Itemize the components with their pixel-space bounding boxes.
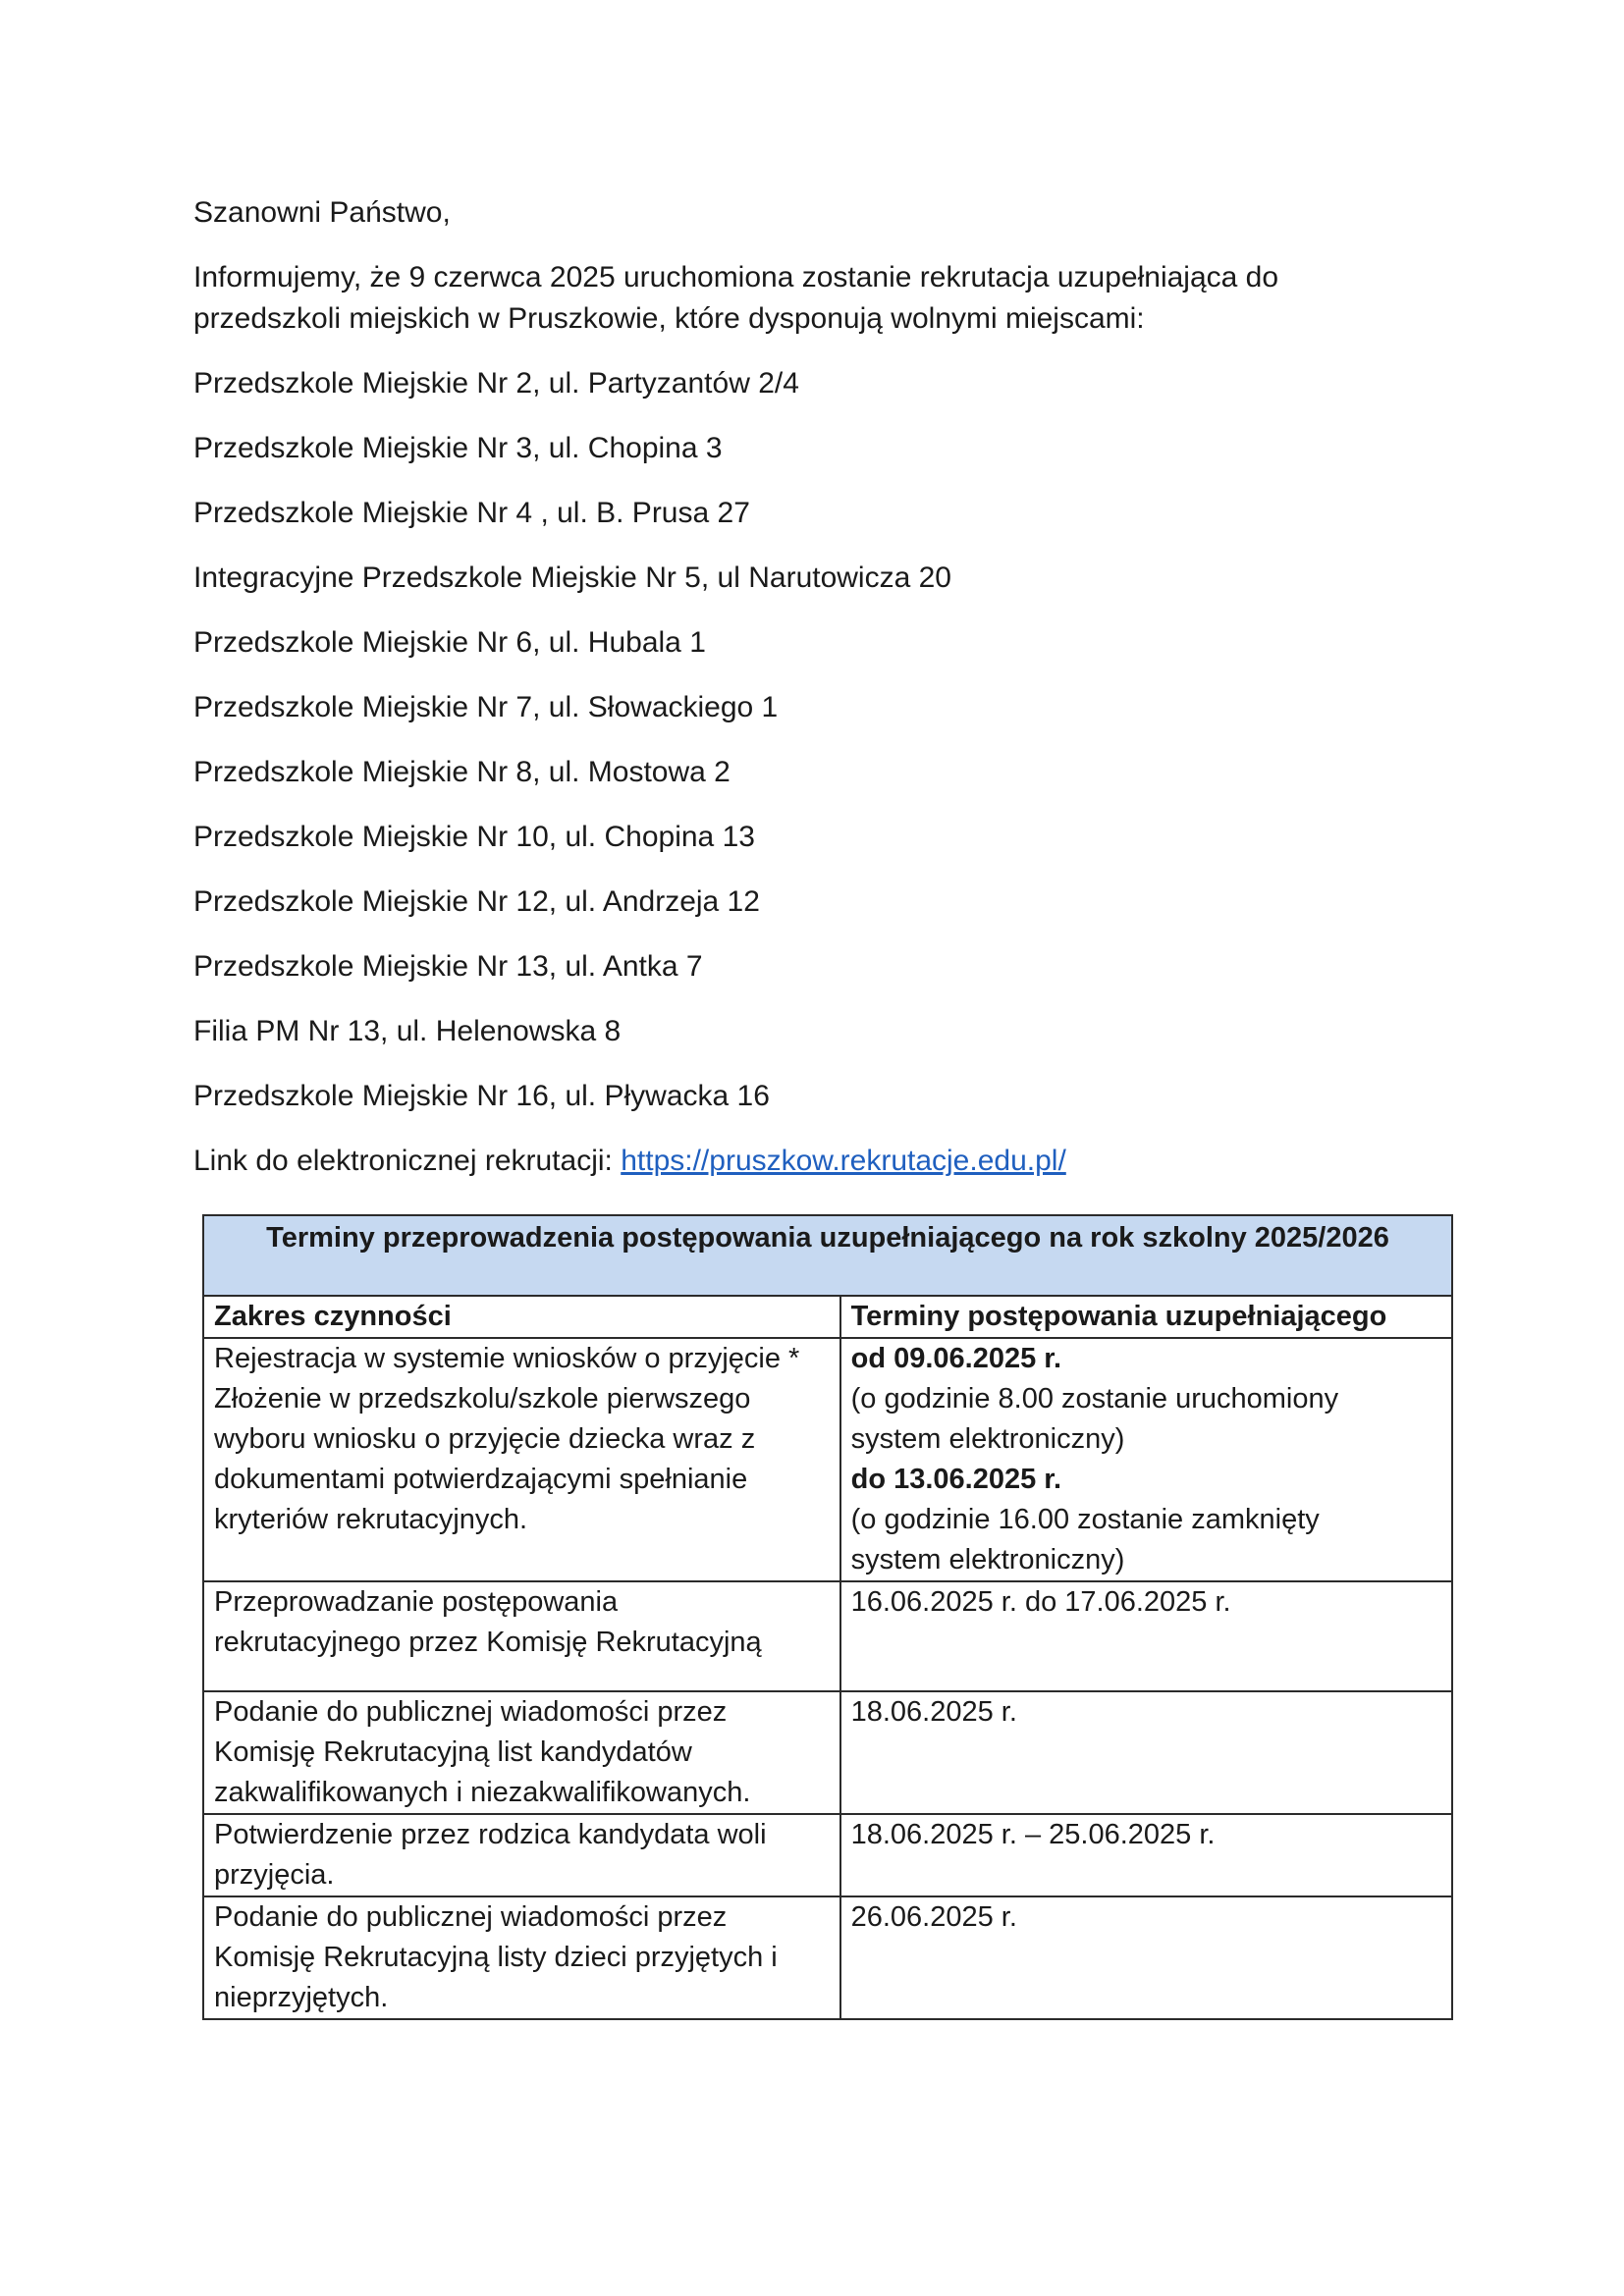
date-note: system elektroniczny)	[850, 1544, 1125, 1575]
activity-line: Komisję Rekrutacyjną list kandydatów	[214, 1736, 692, 1768]
table-title-row	[203, 1215, 1452, 1296]
activity-line: Komisję Rekrutacyjną listy dzieci przyjętych i	[214, 1942, 778, 1973]
column-header-activity: Zakres czynności	[203, 1296, 840, 1338]
date-cell: 18.06.2025 r. – 25.06.2025 r.	[840, 1814, 1452, 1896]
activity-line: rekrutacyjnego przez Komisję Rekrutacyjną	[214, 1627, 762, 1658]
table-row	[203, 1896, 1452, 2019]
activity-cell	[203, 1896, 840, 2019]
recruitment-link-line	[193, 1141, 1450, 1182]
table-row	[203, 1691, 1452, 1814]
activity-line: wyboru wniosku o przyjęcie dziecka wraz z	[214, 1423, 756, 1455]
school-item: Przedszkole Miejskie Nr 8, ul. Mostowa 2	[193, 756, 731, 788]
table-header-row	[203, 1296, 1452, 1338]
date-note: (o godzinie 8.00 zostanie uruchomiony	[850, 1383, 1339, 1415]
activity-line: Podanie do publicznej wiadomości przez	[214, 1696, 728, 1728]
table-row	[203, 1581, 1452, 1691]
date-note: (o godzinie 16.00 zostanie zamknięty	[850, 1504, 1320, 1535]
date-cell: 26.06.2025 r.	[840, 1896, 1452, 2019]
school-item: Przedszkole Miejskie Nr 2, ul. Partyzantów 2/4	[193, 367, 799, 400]
activity-cell	[203, 1581, 840, 1691]
school-item: Przedszkole Miejskie Nr 12, ul. Andrzeja 12	[193, 885, 760, 918]
activity-line: Rejestracja w systemie wniosków o przyjęcie *	[214, 1343, 800, 1374]
activity-line: Potwierdzenie przez rodzica kandydata woli	[214, 1819, 767, 1850]
school-item: Przedszkole Miejskie Nr 6, ul. Hubala 1	[193, 626, 706, 659]
date-from: od 09.06.2025 r.	[850, 1343, 1062, 1374]
schedule-table	[202, 1214, 1453, 2020]
column-header-dates: Terminy postępowania uzupełniającego	[840, 1296, 1452, 1338]
date-cell: 18.06.2025 r.	[840, 1691, 1452, 1814]
school-item: Integracyjne Przedszkole Miejskie Nr 5, ul Narutowicza 20	[193, 561, 951, 594]
intro-paragraph	[193, 257, 1450, 340]
school-item: Przedszkole Miejskie Nr 3, ul. Chopina 3	[193, 432, 723, 464]
table-row	[203, 1338, 1452, 1581]
date-to: do 13.06.2025 r.	[850, 1464, 1062, 1495]
activity-line: przyjęcia.	[214, 1859, 335, 1891]
activity-cell	[203, 1338, 840, 1581]
table-title-text: Terminy przeprowadzenia postępowania uzupełniającego na rok szkolny 2025/2026	[266, 1222, 1389, 1254]
activity-cell	[203, 1814, 840, 1896]
date-note: system elektroniczny)	[850, 1423, 1125, 1455]
intro-line: przedszkoli miejskich w Pruszkowie, które dysponują wolnymi miejscami:	[193, 302, 1145, 335]
activity-line: kryteriów rekrutacyjnych.	[214, 1504, 528, 1535]
school-item: Przedszkole Miejskie Nr 7, ul. Słowackiego 1	[193, 691, 779, 723]
recruitment-link[interactable]: https://pruszkow.rekrutacje.edu.pl/	[621, 1145, 1066, 1177]
date-cell	[840, 1338, 1452, 1581]
letter-body	[193, 192, 1450, 1205]
date-cell: 16.06.2025 r. do 17.06.2025 r.	[840, 1581, 1452, 1691]
intro-line: Informujemy, że 9 czerwca 2025 uruchomiona zostanie rekrutacja uzupełniająca do	[193, 261, 1279, 294]
activity-line: zakwalifikowanych i niezakwalifikowanych.	[214, 1777, 751, 1808]
school-item: Przedszkole Miejskie Nr 16, ul. Pływacka 16	[193, 1080, 770, 1112]
activity-line: Podanie do publicznej wiadomości przez	[214, 1901, 728, 1933]
school-item: Przedszkole Miejskie Nr 13, ul. Antka 7	[193, 950, 703, 983]
table-title	[203, 1215, 1452, 1296]
activity-line: Złożenie w przedszkolu/szkole pierwszego	[214, 1383, 751, 1415]
table-row	[203, 1814, 1452, 1896]
link-label: Link do elektronicznej rekrutacji:	[193, 1145, 622, 1177]
activity-line: dokumentami potwierdzającymi spełnianie	[214, 1464, 748, 1495]
activity-cell	[203, 1691, 840, 1814]
school-item: Filia PM Nr 13, ul. Helenowska 8	[193, 1015, 622, 1047]
activity-line: nieprzyjętych.	[214, 1982, 389, 2013]
greeting: Szanowni Państwo,	[193, 196, 451, 229]
school-item: Przedszkole Miejskie Nr 10, ul. Chopina 13	[193, 821, 755, 853]
activity-line: Przeprowadzanie postępowania	[214, 1586, 619, 1618]
school-item: Przedszkole Miejskie Nr 4 , ul. B. Prusa 27	[193, 497, 750, 529]
